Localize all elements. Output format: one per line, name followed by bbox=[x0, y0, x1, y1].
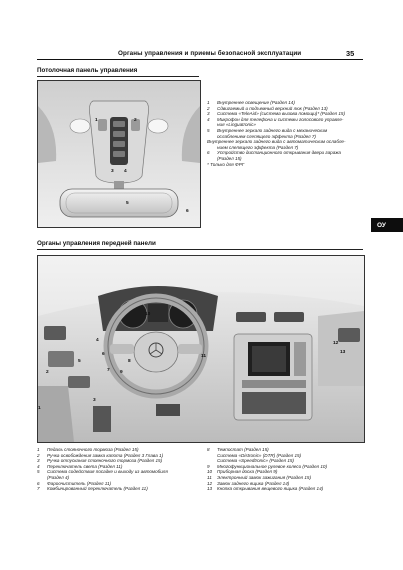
dash-callout-4: 4 bbox=[96, 338, 99, 343]
overhead-callout-1: 1 bbox=[95, 118, 98, 123]
legend-num: 3 bbox=[207, 111, 210, 117]
legend-num: 8 bbox=[207, 447, 210, 452]
dashboard-legend-right bbox=[207, 447, 327, 492]
legend-text: Фароочиститель (Раздел 11) bbox=[47, 480, 112, 486]
legend-num: 5 bbox=[37, 469, 40, 475]
legend-num: 6 bbox=[207, 150, 210, 156]
dash-callout-12: 12 bbox=[333, 341, 339, 346]
legend-num: 9 bbox=[207, 463, 210, 469]
legend-text: Многофункциональное рулевое колесо (Раздел 10) bbox=[217, 463, 327, 469]
section-rule-overhead bbox=[37, 76, 199, 77]
legend-num: 11 bbox=[207, 474, 212, 480]
legend-text-cont: нием слепящего эффекта (Раздел 7) bbox=[217, 144, 299, 150]
legend-item bbox=[37, 486, 168, 492]
legend-text: Внутреннее зеркало заднего вида с механическим bbox=[217, 127, 328, 133]
legend-text: Переключатель света (Раздел 11) bbox=[47, 463, 123, 469]
dash-callout-11: 11 bbox=[201, 354, 207, 359]
legend-text: Система «TeleAid» (система вызова помощи)* (Раздел 15) bbox=[217, 111, 345, 117]
legend-text: Приборная доска (Раздел 9) bbox=[217, 469, 278, 475]
legend-text: * Только для ФРГ bbox=[207, 161, 245, 167]
legend-num: 3 bbox=[37, 458, 40, 464]
dash-callout-1: 1 bbox=[38, 406, 41, 411]
legend-text-cont: (Раздел 4) bbox=[47, 474, 70, 480]
overhead-callout-5: 5 bbox=[126, 201, 129, 206]
section-rule-dashboard bbox=[37, 249, 363, 250]
dash-callout-5: 5 bbox=[78, 359, 81, 364]
dash-callout-7: 7 bbox=[107, 368, 110, 373]
legend-text: Система «Speedtronic» (Раздел 15) bbox=[217, 458, 294, 464]
legend-text: Система содействия посадке и выходу из автомобиля bbox=[47, 469, 168, 475]
legend-text: Сдвигаемый и подъемный верхний люк (Раздел 13) bbox=[217, 105, 328, 111]
legend-text: Педаль стояночного тормоза (Раздел 15) bbox=[47, 447, 139, 452]
dash-callout-13: 13 bbox=[340, 350, 346, 355]
legend-text: Кнопка открывания вещевого ящика (Раздел 14) bbox=[217, 486, 324, 492]
section-title-overhead: Потолочная панель управления bbox=[37, 67, 138, 74]
dashboard-photo bbox=[37, 255, 365, 443]
dash-callout-3: 3 bbox=[93, 398, 96, 403]
overhead-callout-6: 6 bbox=[186, 209, 189, 214]
dash-callout-2: 2 bbox=[46, 370, 49, 375]
legend-text: Внутреннее освещение (Раздел 14) bbox=[217, 100, 295, 105]
section-title-dashboard: Органы управления передней панели bbox=[37, 240, 156, 247]
dash-callout-9: 9 bbox=[120, 370, 123, 375]
dashboard-legend-left bbox=[37, 447, 168, 492]
dashboard-drawing bbox=[38, 256, 364, 442]
legend-footnote bbox=[207, 162, 346, 168]
legend-num: 2 bbox=[37, 452, 40, 458]
legend-text: Система «Distronic» (DTR) (Раздел 15) bbox=[217, 452, 302, 458]
legend-text: Внутреннее зеркало заднего вида с автоматическим ослабле- bbox=[207, 139, 346, 145]
legend-text-cont: ния «Linguatronic» bbox=[217, 122, 256, 128]
legend-text: Комбинированный переключатель (Раздел 11) bbox=[47, 486, 148, 492]
legend-num: 5 bbox=[207, 127, 210, 133]
page-number: 35 bbox=[346, 49, 355, 58]
legend-num: 1 bbox=[37, 447, 40, 452]
legend-text: Микрофон для телефона и системы голосового управле- bbox=[217, 116, 344, 122]
overhead-callout-4: 4 bbox=[124, 169, 127, 174]
legend-num: 10 bbox=[207, 469, 213, 475]
legend-item bbox=[207, 128, 346, 134]
page-header-title: Органы управления и приемы безопасной эксплуатации bbox=[118, 50, 302, 57]
legend-text: Замок заднего ящика (Раздел 14) bbox=[217, 480, 290, 486]
legend-num: 13 bbox=[207, 486, 213, 492]
overhead-callout-3: 3 bbox=[111, 169, 114, 174]
legend-item bbox=[207, 486, 327, 492]
section-side-tab: ОУ bbox=[371, 218, 403, 232]
dash-callout-6: 6 bbox=[102, 352, 105, 357]
legend-text: Ручка освобождения замка капота (Раздел 3 Глава 1) bbox=[47, 452, 164, 458]
dash-callout-10: 10 bbox=[145, 312, 151, 317]
legend-text: Электронный замок зажигания (Раздел 15) bbox=[217, 474, 312, 480]
legend-num: 4 bbox=[207, 116, 210, 122]
header-rule bbox=[37, 59, 363, 60]
legend-item bbox=[207, 139, 346, 145]
legend-num: 7 bbox=[37, 486, 40, 492]
legend-text: Устройство дистанционного открывания двери гаража bbox=[217, 150, 341, 156]
legend-num: 2 bbox=[207, 105, 210, 111]
legend-text-cont: ослаблением слепящего эффекта (Раздел 7) bbox=[217, 133, 316, 139]
dash-callout-8: 8 bbox=[128, 359, 131, 364]
legend-text: Ручка отпускания стояночного тормоза (Раздел 15) bbox=[47, 458, 163, 464]
legend-text: Темпостат (Раздел 15) bbox=[217, 447, 269, 452]
legend-num: 4 bbox=[37, 463, 40, 469]
overhead-console-drawing bbox=[38, 81, 200, 227]
legend-text-cont: (Раздел 15) bbox=[217, 155, 242, 161]
legend-num: 6 bbox=[37, 480, 40, 486]
overhead-callout-2: 2 bbox=[134, 118, 137, 123]
legend-num: 1 bbox=[207, 100, 210, 105]
legend-num: 12 bbox=[207, 480, 213, 486]
overhead-legend bbox=[207, 100, 346, 167]
overhead-console-photo bbox=[37, 80, 201, 228]
